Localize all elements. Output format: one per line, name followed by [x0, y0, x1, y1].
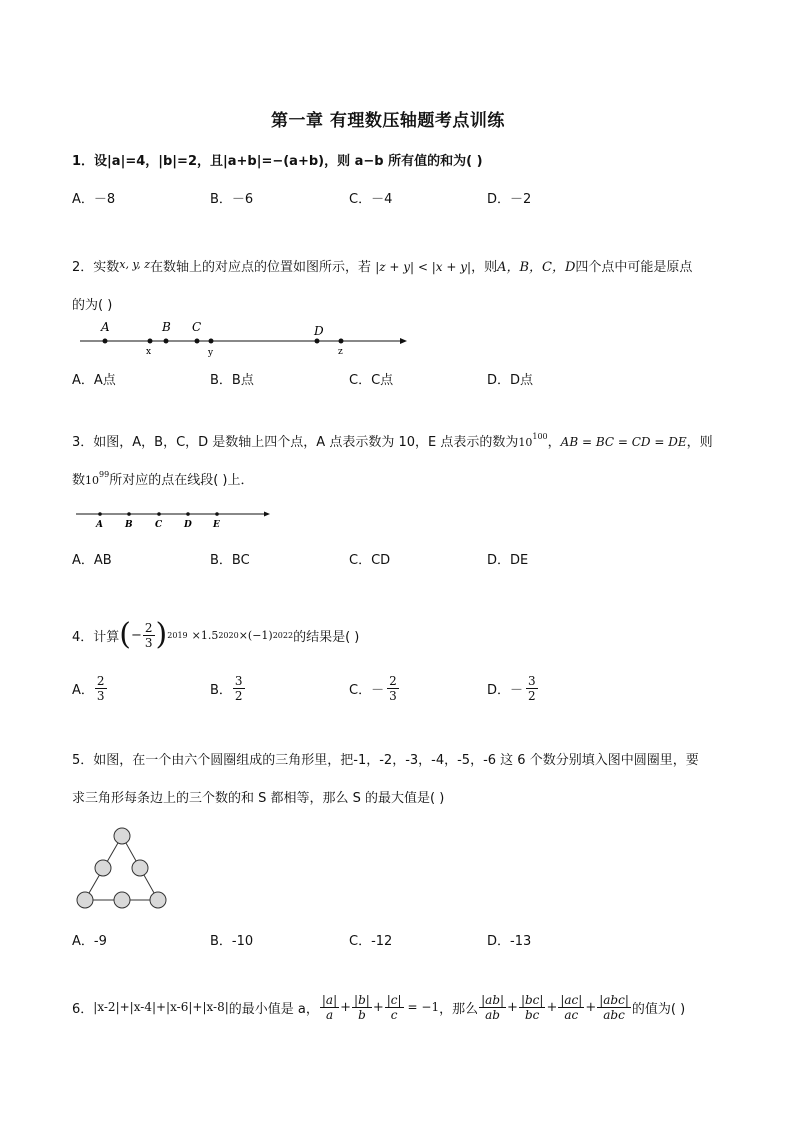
q3-point-b: [127, 512, 131, 516]
q3-option-d: D．DE: [487, 553, 529, 568]
q5-circle-mid-right: [132, 860, 148, 876]
q4-exp3: 2022: [272, 630, 294, 640]
q3-axis-arrow: [264, 512, 270, 517]
q2-condition: |z + y| < |x + y|: [375, 260, 472, 274]
q3-point-a: [98, 512, 102, 516]
q2-point-b: [164, 339, 169, 344]
q2-number-line-figure: [70, 318, 410, 360]
q3-label-c: C: [155, 520, 163, 530]
q5-option-a: A．-9: [72, 934, 107, 949]
question-5-line1: 5．如图，在一个由六个圆圈组成的三角形里，把-1，-2，-3，-4，-5，-6 这 6 个数分别填入图中圆圈里，要: [72, 753, 699, 768]
q3-label-d: D: [184, 520, 192, 530]
q3-line2-a: 数: [72, 473, 86, 488]
q6-f1-b-num: |b|: [354, 992, 370, 1007]
q4-option-b-num: 3: [234, 673, 243, 688]
q4-option-c: [349, 672, 400, 704]
q4-option-d: [487, 672, 539, 704]
q5-circle-bottom-right: [150, 892, 166, 908]
q1-option-a: A．－8: [72, 192, 116, 207]
q2-vars: x, y, z: [119, 258, 151, 271]
q3-label-b: B: [125, 520, 133, 530]
q6-f2-ac-den: ac: [564, 1007, 579, 1022]
q2-label-z: z: [338, 347, 343, 357]
q6-f1-a-den: a: [325, 1007, 334, 1022]
q4-option-a-label: A．: [72, 682, 94, 698]
q2-point-c: [195, 339, 200, 344]
question-3-stem: 3．如图，A，B，C，D 是数轴上四个点，A 点表示数为 10，E 点表示的数为$10^{100}$，AB = BC = CD = DE，则: [72, 432, 713, 450]
q4-lead: 4．计算: [72, 629, 120, 645]
q2-text-c2: 四个点中可能是原点: [575, 260, 693, 275]
q2-option-b: B．B点: [210, 373, 254, 388]
q6-f2-abc-den: abc: [603, 1007, 625, 1022]
q3-label-a: A: [96, 520, 103, 530]
q3-n-base: 10: [85, 474, 100, 487]
q3-number-line-figure: [72, 506, 272, 532]
q4-option-b: [210, 672, 246, 704]
q2-text-c: ，则: [471, 260, 498, 275]
q4-option-d-label: D．: [487, 682, 511, 698]
q6-f2-bc-den: bc: [525, 1007, 540, 1022]
q3-n-exp: 99: [99, 470, 110, 479]
q4-option-d-den: 2: [528, 688, 536, 703]
q2-abcd: A，B，C，D: [497, 260, 576, 275]
q3-e-base: 10: [518, 436, 533, 449]
q2-point-d: [315, 339, 320, 344]
q6-f1-c-num: |c|: [386, 992, 402, 1007]
q4-option-a-den: 3: [96, 688, 105, 703]
q4-base-fraction: [143, 621, 155, 650]
q6-f1-a-num: |a|: [321, 992, 338, 1007]
page-title: 第一章 有理数压轴题考点训练: [271, 111, 505, 131]
q3-point-c: [157, 512, 161, 516]
q2-label-a: A: [101, 320, 110, 334]
question-6-stem: 6． |x-2|+|x-4|+|x-6|+|x-8| 的最小值是 a， $\frac{|a|}{a}$ + $\frac{|b|}{b}$ + $\frac{|c|}{c}$ = −1 ，那么 $\frac{|ab|}{ab}$ + $\frac{|bc|}{bc}$ + $\frac{|ac|}{ac}$ + $\frac{\text{|abc|}}{\text{abc}}$ 的值为( ): [72, 992, 686, 1022]
q1-option-c: C．－4: [349, 192, 393, 207]
q2-option-d: D．D点: [487, 373, 534, 388]
q4-option-c-sign: －: [371, 682, 385, 698]
q5-option-b: B．-10: [210, 934, 254, 949]
question-2-stem: [72, 256, 692, 275]
q1-option-d: D．－2: [487, 192, 532, 207]
q3-text-a: 3．如图，A，B，C，D 是数轴上四个点，A 点表示数为 10，E 点表示的数为: [72, 435, 519, 450]
q5-circle-mid-left: [95, 860, 111, 876]
q2-label-x: x: [146, 347, 152, 357]
q6-f2-ab-num: |ab|: [481, 992, 505, 1007]
q6-expression: |x-2|+|x-4|+|x-6|+|x-8|: [93, 1000, 229, 1014]
q3-point-e: [215, 512, 219, 516]
q6-f2-ab-den: ab: [485, 1007, 500, 1022]
q3-option-b: B．BC: [210, 553, 250, 568]
q6-tail: 的值为( ): [631, 1001, 686, 1017]
q2-lead: 2．实数: [72, 260, 120, 275]
q2-label-d: D: [314, 324, 324, 338]
q2-point-x: [148, 339, 153, 344]
q3-option-c: C．CD: [349, 553, 391, 568]
q5-option-c: C．-12: [349, 934, 393, 949]
question-1-stem: 1．设|a|=4，|b|=2，且|a+b|=−(a+b)，则 a−b 所有值的和为( ): [72, 154, 483, 169]
q4-option-b-label: B．: [210, 682, 232, 698]
q2-label-b: B: [162, 320, 171, 334]
q2-label-y: y: [208, 348, 214, 358]
question-4-stem: 4．计算 ( − $\frac{2}{3}$ ) 2019 ×1.5 2020 ×(−1) 2022 的结果是( ): [72, 617, 360, 652]
q5-circle-top: [114, 828, 130, 844]
q2-label-c: C: [192, 320, 202, 334]
q4-frac-den: 3: [144, 635, 153, 650]
q2-text-b: 在数轴上的对应点的位置如图所示，若: [150, 260, 372, 275]
q4-option-d-sign: －: [510, 682, 524, 698]
q6-then: ，那么: [439, 1001, 479, 1017]
q5-circle-bottom-mid: [114, 892, 130, 908]
question-2-line2: 的为( ): [72, 298, 113, 313]
q2-point-y: [209, 339, 214, 344]
q2-axis-arrow: [400, 338, 407, 344]
q4-exp2: 2020: [218, 630, 239, 640]
q1-option-b: B．－6: [210, 192, 254, 207]
q5-triangle-figure: [70, 822, 180, 916]
q4-option-a-num: 2: [96, 673, 105, 688]
q4-option-c-num: 2: [389, 673, 397, 688]
q6-f2-ac-num: |ac|: [560, 992, 583, 1007]
q2-option-a: A．A点: [72, 373, 116, 388]
q4-exp1: 2019: [167, 630, 188, 640]
q3-option-a: A．AB: [72, 553, 112, 568]
q3-label-e: E: [213, 520, 220, 530]
q4-option-d-num: 3: [528, 673, 536, 688]
q6-lead: 6．: [72, 1001, 94, 1017]
q2-point-a: [103, 339, 108, 344]
q4-option-c-den: 3: [389, 688, 397, 703]
q3-tail: ，则: [686, 435, 713, 450]
q2-point-z: [339, 339, 344, 344]
q4-mid: ×1.5: [191, 628, 219, 642]
question-3-line2: [72, 469, 253, 488]
q4-tail: 的结果是( ): [293, 629, 360, 645]
q6-f1-c-den: c: [390, 1007, 398, 1022]
question-5-line2: 求三角形每条边上的三个数的和 S 都相等，那么 S 的最大值是( ): [72, 791, 445, 806]
q4-mid2: ×(−1): [238, 628, 273, 642]
q3-point-d: [186, 512, 190, 516]
q6-f2-bc-num: |bc|: [520, 992, 544, 1007]
q5-circle-bottom-left: [77, 892, 93, 908]
q6-f1-b-den: b: [358, 1007, 366, 1022]
q6-eq-tail: = −1: [407, 1000, 440, 1014]
q5-option-d: D．-13: [487, 934, 532, 949]
q4-frac-num: 2: [144, 620, 153, 635]
q4-option-b-den: 2: [234, 688, 243, 703]
q3-line2-b: 所对应的点在线段( )上．: [109, 473, 254, 488]
q4-option-a: [72, 672, 108, 704]
q6-f2-abc-num: |abc|: [599, 992, 629, 1007]
q6-mid: 的最小值是 a，: [228, 1001, 319, 1017]
q3-e-exp: 100: [532, 432, 548, 441]
q4-option-c-label: C．: [349, 682, 372, 698]
q3-equality: AB = BC = CD = DE: [560, 435, 687, 449]
q2-option-c: C．C点: [349, 373, 394, 388]
